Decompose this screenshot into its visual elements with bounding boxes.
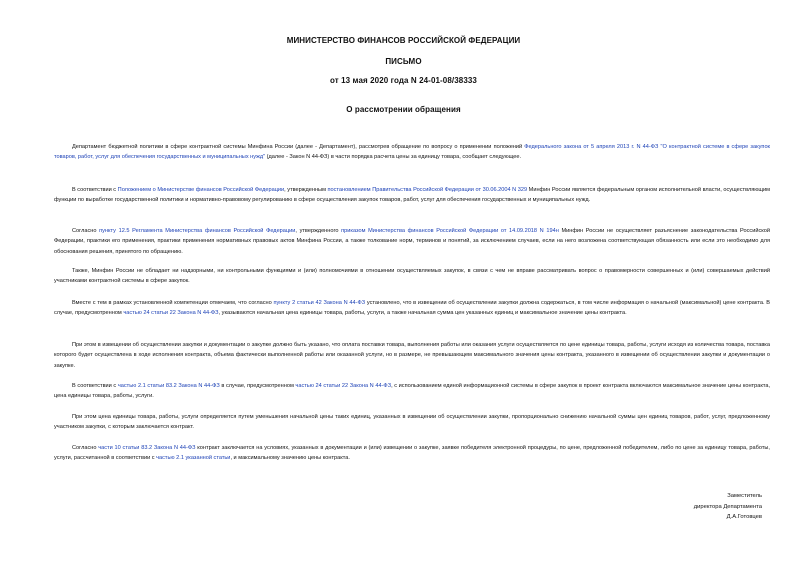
signature-block (694, 491, 762, 523)
link-article-83-2-part-2-1[interactable]: частью 2.1 статьи 83.2 Закона N 44-ФЗ (117, 383, 220, 389)
paragraph-3 (54, 226, 770, 257)
paragraph-text: , и максимальному значению цены контракта. (230, 455, 350, 462)
link-article-22-part-24[interactable]: частью 24 статьи 22 Закона N 44-ФЗ (295, 383, 392, 389)
link-ministry-regulation[interactable]: Положением о Министерстве финансов Российской Федерации (117, 187, 285, 193)
link-ministry-rules[interactable]: пункту 12.5 Регламента Министерства финансов Российской Федерации (99, 228, 296, 234)
paragraph-7 (54, 381, 770, 402)
subject-heading: О рассмотрении обращения (346, 105, 461, 114)
signature-department: директора Департамента (693, 503, 762, 510)
paragraph-text: контракт заключается на условиях, указанных в документации и (или) извещении о закупке, заявке победителя электронной процедуры, по цене, предложенной победителем, либо по цене за единицу товара, работы, услуги, рассчитанной в соответствии с (54, 445, 770, 462)
paragraph-4 (54, 266, 770, 287)
paragraph-text: , с использованием единой информационной системы в сфере закупок в проект контракта включаются максимальное значение цены контракта, цена единицы товара, работы, услуги. (54, 383, 770, 400)
signature-position: Заместитель (727, 493, 762, 499)
paragraph-text: Согласно (72, 228, 100, 234)
paragraph-text: (далее - Закон N 44-ФЗ) в части порядка расчета цены за единицу товара, сообщает следующее. (265, 154, 522, 161)
link-article-83-2-part-10[interactable]: части 10 статьи 83.2 Закона N 44-ФЗ (98, 445, 196, 451)
paragraph-text: , указываются начальная цена единицы товара, работы, услуги, а также начальная сумма цен указанных единиц и максимальное значение цены контракта. (218, 310, 627, 317)
link-government-resolution[interactable]: постановлением Правительства Российской Федерации от 30.06.2004 N 329 (327, 187, 528, 193)
paragraph-text: В соответствии с (72, 383, 118, 389)
paragraph-text: Минфин России является федеральным органом исполнительной власти, осуществляющим функции по выработке государственной политики и нормативно-правовому регулированию в сфере осуществления закупок товаров, работ, услуг для обеспечения государственных и муниципальных нужд. (54, 187, 771, 204)
paragraph-text: Согласно (72, 445, 99, 451)
ministry-heading: МИНИСТЕРСТВО ФИНАНСОВ РОССИЙСКОЙ ФЕДЕРАЦИИ (286, 36, 521, 45)
paragraph-6 (54, 340, 770, 371)
paragraph-text: , утвержденного (295, 228, 342, 234)
paragraph-text: Департамент бюджетной политики в сфере контрактной системы Минфина России (далее - Департамент), рассмотрев обращение по вопросу о применении положений (72, 144, 525, 150)
link-law-44fz[interactable]: Федерального закона от 5 апреля 2013 г. N 44-ФЗ "О контрактной системе в сфере закупок товаров, работ, услуг для обеспечения государственных и муниципальных нужд" (54, 144, 771, 161)
paragraph-text: При этом цена единицы товара, работы, услуги определяется путем уменьшения начальной цены таких единиц, указанных в извещении об осуществлении закупки, пропорционально снижению начальной суммы цен единиц товаров, работ, услуг, предложенному участником закупки, с которым заключается контракт. (54, 414, 770, 431)
doc-type-heading: ПИСЬМО (385, 57, 422, 66)
link-article-22[interactable]: частью 24 статьи 22 Закона N 44-ФЗ (123, 310, 219, 317)
paragraph-text: Минфин России не осуществляет разъяснение законодательства Российской Федерации, практики его применения, практики применения нормативных правовых актов Минфина России, а также толкование норм, терминов и понятий, за исключением случаев, если на него возложена соответствующая обязанность или если это необходимо для обоснования решения, принятого по обращению. (54, 228, 771, 255)
paragraph-8 (54, 412, 770, 433)
signature-name: Д.А.Готовцев (726, 514, 762, 520)
link-ministry-order[interactable]: приказом Министерства финансов Российской Федерации от 14.09.2018 N 194н (341, 228, 559, 234)
paragraph-2 (54, 185, 770, 206)
link-article-42[interactable]: пункту 2 статьи 42 Закона N 44-ФЗ (273, 300, 366, 306)
date-number-heading: от 13 мая 2020 года N 24-01-08/38333 (330, 76, 477, 85)
paragraph-9 (54, 443, 770, 464)
paragraph-text: В соответствии с (72, 187, 118, 193)
paragraph-text: установлено, что в извещении об осуществлении закупки должна содержаться, в том числе информация о начальной (максимальной) цене контракта. В случае, предусмотренном (54, 300, 770, 317)
paragraph-text: в случае, предусмотренном (219, 383, 296, 389)
link-part-2-1[interactable]: частью 2.1 указанной статьи (156, 455, 231, 462)
paragraph-text: При этом в извещении об осуществлении закупки и документации о закупке должно быть указано, что оплата поставки товара, выполнения работы или оказания услуги осуществляется по цене единицы товара, работы, услуги исходя из количества товара, поставка которого будет осуществлена в ходе исполнения контракта, объема фактически выполненной работы или оказанной услуги, но в размере, не превышающем максимального значения цены контракта, указанного в извещении об осуществлении закупки и документации о закупке. (54, 342, 770, 369)
paragraph-text: Также, Минфин России не обладает ни надзорными, ни контрольными функциями и (или) полномочиями в отношении осуществляемых закупок, в связи с чем не вправе рассматривать вопрос о правомерности совершенных и (или) совершаемых действий участниками контрактной системы в сфере закупок. (54, 268, 770, 285)
paragraph-text: , утвержденным (284, 187, 328, 193)
paragraph-text: Вместе с тем в рамках установленной компетенции отмечаем, что согласно (72, 300, 274, 306)
paragraph-1 (54, 142, 770, 163)
paragraph-5 (54, 298, 770, 319)
